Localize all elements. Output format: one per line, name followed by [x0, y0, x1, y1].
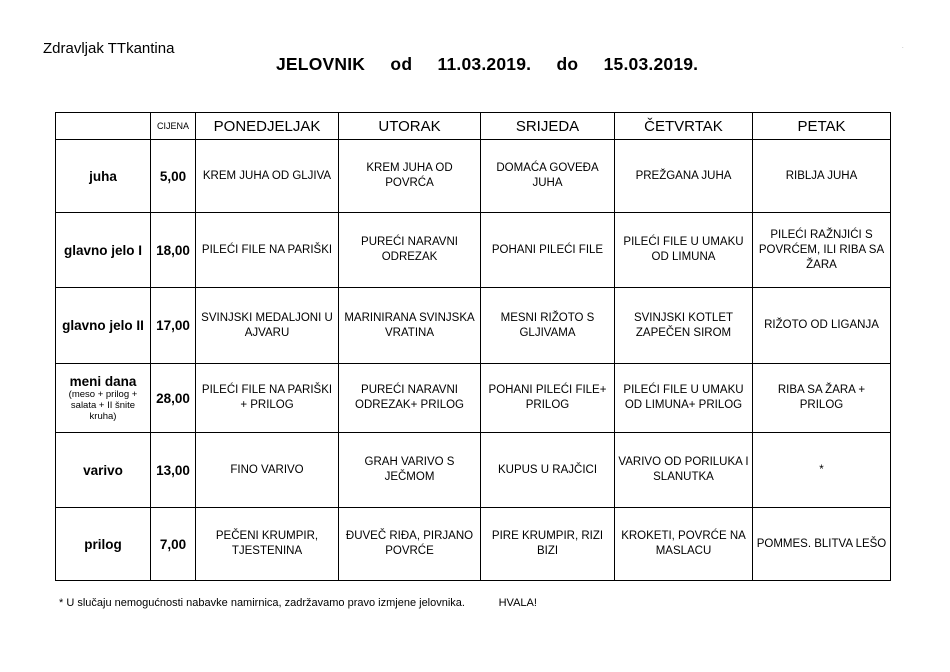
- dish-cell: PREŽGANA JUHA: [615, 140, 753, 213]
- dish-cell: POHANI PILEĆI FILE: [481, 213, 615, 288]
- corner-mark: .: [902, 44, 904, 50]
- dish-cell: POHANI PILEĆI FILE+ PRILOG: [481, 364, 615, 433]
- thanks-text: HVALA!: [498, 597, 537, 609]
- footnote-text: * U slučaju nemogućnosti nabavke namirnica, zadržavamo pravo izmjene jelovnika.: [59, 597, 465, 609]
- row-label-text: glavno jelo II: [62, 318, 144, 333]
- row-label: [56, 288, 151, 364]
- dish-cell: PEČENI KRUMPIR, TJESTENINA: [196, 508, 339, 581]
- dish-cell: MESNI RIŽOTO S GLJIVAMA: [481, 288, 615, 364]
- row-label-text: meni dana: [69, 374, 137, 389]
- price-column-header: CIJENA: [151, 113, 196, 140]
- day-header-friday: PETAK: [753, 113, 891, 140]
- row-price: 28,00: [151, 364, 196, 433]
- dish-cell: VARIVO OD PORILUKA I SLANUTKA: [615, 433, 753, 508]
- dish-cell: FINO VARIVO: [196, 433, 339, 508]
- dish-cell: PILEĆI RAŽNJIĆI S POVRĆEM, ILI RIBA SA ŽARA: [753, 213, 891, 288]
- day-header-wednesday: SRIJEDA: [481, 113, 615, 140]
- dish-cell: PIRE KRUMPIR, RIZI BIZI: [481, 508, 615, 581]
- header-row: [56, 113, 891, 140]
- row-label-text: varivo: [83, 462, 123, 478]
- row-label-text: prilog: [84, 536, 122, 552]
- dish-cell: *: [753, 433, 891, 508]
- dish-cell: PILEĆI FILE U UMAKU OD LIMUNA+ PRILOG: [615, 364, 753, 433]
- row-price: 17,00: [151, 288, 196, 364]
- row-label-text: juha: [89, 168, 117, 184]
- dish-cell: KROKETI, POVRĆE NA MASLACU: [615, 508, 753, 581]
- menu-title: JELOVNIK od 11.03.2019. do 15.03.2019.: [276, 54, 699, 74]
- dish-cell: GRAH VARIVO S JEČMOM: [339, 433, 481, 508]
- dish-cell: SVINJSKI KOTLET ZAPEČEN SIROM: [615, 288, 753, 364]
- dish-cell: POMMES. BLITVA LEŠO: [753, 508, 891, 581]
- table-row-glavno-jelo-2: [56, 288, 891, 364]
- dish-cell: PUREĆI NARAVNI ODREZAK: [339, 213, 481, 288]
- dish-cell: KUPUS U RAJČICI: [481, 433, 615, 508]
- table-row-prilog: [56, 508, 891, 581]
- weekly-menu-table: [55, 112, 891, 581]
- day-header-thursday: ČETVRTAK: [615, 113, 753, 140]
- dish-cell: SVINJSKI MEDALJONI U AJVARU: [196, 288, 339, 364]
- row-label: [56, 508, 151, 581]
- dish-cell: RIŽOTO OD LIGANJA: [753, 288, 891, 364]
- day-header-tuesday: UTORAK: [339, 113, 481, 140]
- row-label: [56, 433, 151, 508]
- dish-cell: DOMAĆA GOVEĐA JUHA: [481, 140, 615, 213]
- table-row-glavno-jelo-1: [56, 213, 891, 288]
- dish-cell: MARINIRANA SVINJSKA VRATINA: [339, 288, 481, 364]
- dish-cell: PUREĆI NARAVNI ODREZAK+ PRILOG: [339, 364, 481, 433]
- dish-cell: RIBLJA JUHA: [753, 140, 891, 213]
- row-label: [56, 364, 151, 433]
- row-price: 5,00: [151, 140, 196, 213]
- table-row-varivo: [56, 433, 891, 508]
- dish-cell: KREM JUHA OD POVRĆA: [339, 140, 481, 213]
- dish-cell: RIBA SA ŽARA + PRILOG: [753, 364, 891, 433]
- dish-cell: PILEĆI FILE U UMAKU OD LIMUNA: [615, 213, 753, 288]
- row-label-subtext: (meso + prilog + salata + II šnite kruha): [68, 389, 138, 422]
- row-price: 7,00: [151, 508, 196, 581]
- day-header-monday: PONEDJELJAK: [196, 113, 339, 140]
- company-name: Zdravljak TTkantina: [43, 40, 175, 57]
- row-label: [56, 140, 151, 213]
- row-label-text: glavno jelo I: [63, 242, 142, 258]
- dish-cell: PILEĆI FILE NA PARIŠKI + PRILOG: [196, 364, 339, 433]
- dish-cell: ĐUVEČ RIĐA, PIRJANO POVRĆE: [339, 508, 481, 581]
- footnote: [59, 597, 537, 609]
- dish-cell: KREM JUHA OD GLJIVA: [196, 140, 339, 213]
- row-label: [56, 213, 151, 288]
- table-row-meni-dana: [56, 364, 891, 433]
- row-price: 13,00: [151, 433, 196, 508]
- dish-cell: PILEĆI FILE NA PARIŠKI: [196, 213, 339, 288]
- table-row-juha: [56, 140, 891, 213]
- row-price: 18,00: [151, 213, 196, 288]
- empty-corner-cell: [56, 113, 151, 140]
